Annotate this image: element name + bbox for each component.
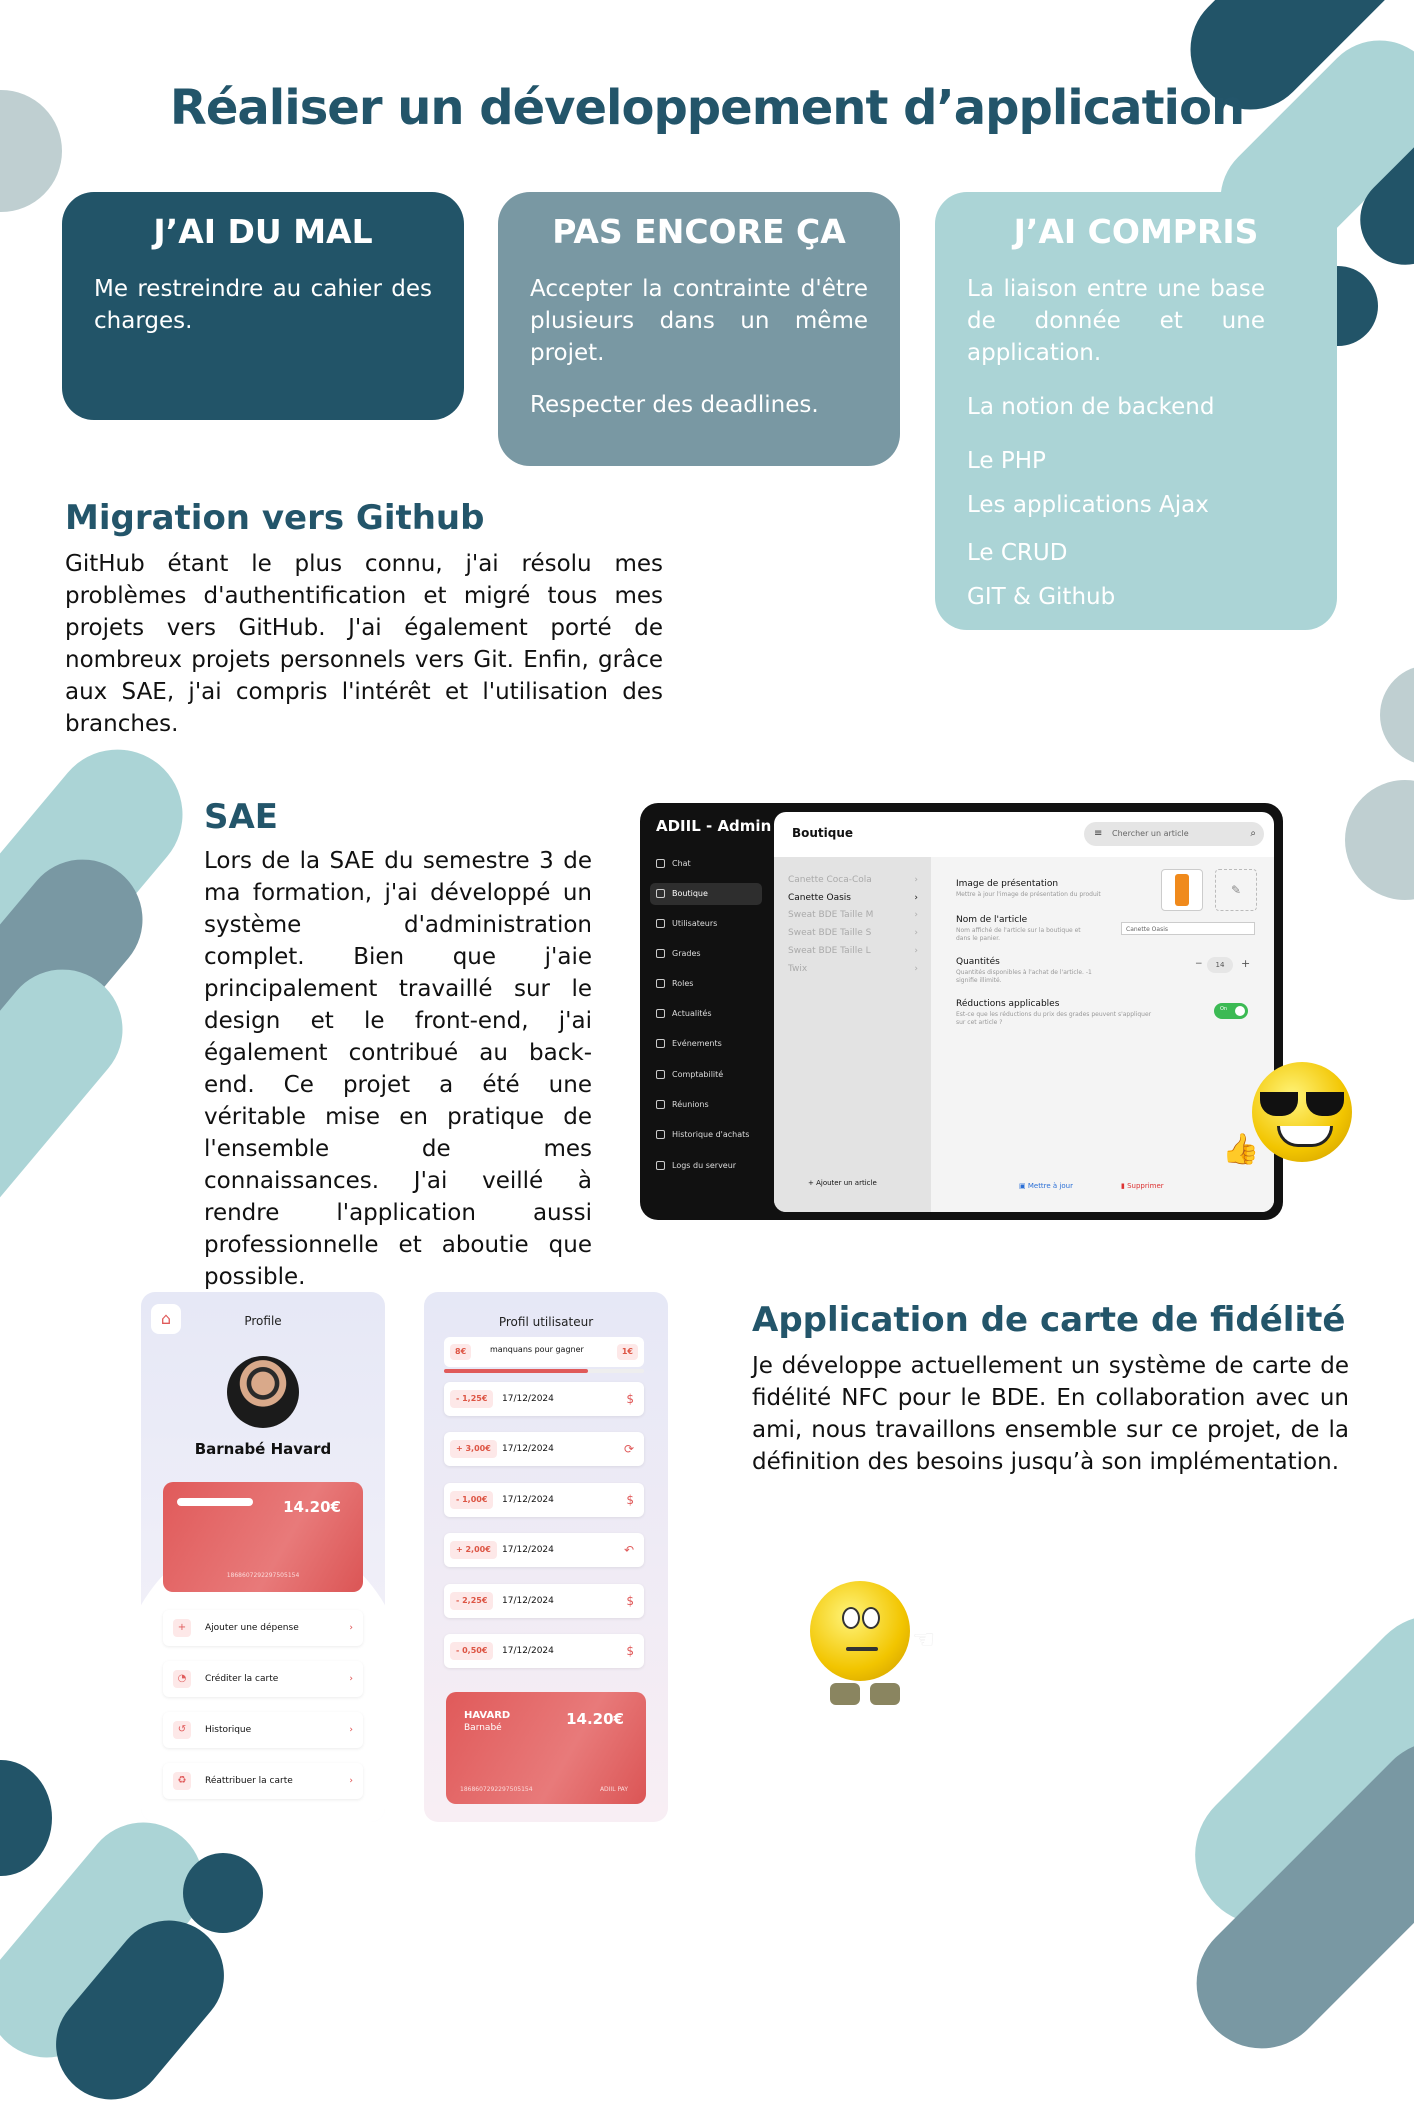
- sidebar-item-label: Réunions: [672, 1100, 709, 1109]
- card-chip: [177, 1498, 253, 1506]
- thinking-emoji-image: [790, 1575, 960, 1725]
- transaction-row[interactable]: [444, 1533, 644, 1567]
- card-understood-item: Le CRUD: [967, 540, 1068, 566]
- discount-label: Réductions applicables: [956, 999, 1060, 1009]
- emoji-face: [810, 1581, 910, 1681]
- add-article-button[interactable]: [808, 1179, 877, 1187]
- sidebar-item-chat[interactable]: [650, 853, 762, 875]
- name-label: Nom de l'article: [956, 915, 1028, 925]
- fidelity-section-title: Application de carte de fidélité: [752, 1300, 1346, 1340]
- history-icon: ↺: [173, 1721, 191, 1739]
- update-button[interactable]: [1019, 1182, 1073, 1190]
- sidebar-item-label: Utilisateurs: [672, 919, 718, 928]
- article-label: Canette Coca-Cola: [788, 875, 872, 885]
- transaction-amount: - 0,50€: [450, 1642, 493, 1660]
- user-profile-title: Profil utilisateur: [498, 1315, 594, 1329]
- sae-section-text: Lors de la SAE du semestre 3 de ma formation, j'ai développé un système d'administration complet. Bien que j'aie principalement travaillé sur le design et le front-end, j'ai également contribué au back-end. Ce projet a été une véritable mise en pratique de l'ensemble de mes connaissances. J'ai veillé à rendre l'application aussi professionnelle et aboutie que possible.: [204, 848, 592, 1290]
- transaction-row[interactable]: [444, 1634, 644, 1668]
- transaction-date: 17/12/2024: [502, 1394, 554, 1404]
- card-not-yet: [498, 192, 900, 466]
- card-understood-title: J’AI COMPRIS: [1013, 212, 1259, 251]
- card-understood-item: La liaison entre une base de donnée et une application.: [967, 276, 1265, 366]
- article-label: Canette Oasis: [788, 893, 851, 903]
- delete-button[interactable]: [1121, 1182, 1164, 1190]
- chevron-right-icon: ›: [914, 946, 918, 956]
- quantity-label: Quantités: [956, 957, 1000, 967]
- article-label: Sweat BDE Taille S: [788, 928, 872, 938]
- transaction-amount: + 2,00€: [450, 1541, 497, 1559]
- goal-right-badge: 1€: [617, 1344, 638, 1360]
- wallet-icon: ◔: [173, 1670, 191, 1688]
- sidebar-item-purchase-history[interactable]: [650, 1124, 762, 1146]
- card-not-yet-item: Respecter des deadlines.: [530, 392, 819, 418]
- chart-icon: [656, 1070, 665, 1079]
- decor-circle-mid-right-2: [1345, 780, 1414, 900]
- sidebar-item-label: Historique d'achats: [672, 1130, 750, 1139]
- user-profile-app-screenshot: [424, 1292, 668, 1822]
- article-label: Sweat BDE Taille M: [788, 910, 874, 920]
- dollar-icon: $: [626, 1594, 634, 1608]
- can-icon: [1175, 874, 1189, 906]
- sidebar-item-boutique[interactable]: [650, 883, 762, 905]
- sidebar-item-events[interactable]: [650, 1033, 762, 1055]
- article-list-item[interactable]: [788, 910, 918, 920]
- emoji-eye: [842, 1607, 860, 1629]
- transaction-date: 17/12/2024: [502, 1495, 554, 1505]
- card-holder-name: HAVARD: [464, 1710, 511, 1721]
- minus-icon[interactable]: −: [1195, 959, 1203, 969]
- quantity-sublabel: Quantités disponibles à l'achat de l'article. -1 signifie illimité.: [956, 969, 1092, 984]
- goal-text: manquans pour gagner: [490, 1345, 584, 1354]
- admin-app-screenshot: [640, 803, 1283, 1220]
- product-image: [1161, 869, 1203, 911]
- profile-card-balance: 14.20€: [283, 1498, 341, 1516]
- article-list-item[interactable]: [788, 875, 918, 885]
- news-icon: [656, 1009, 665, 1018]
- role-icon: [656, 979, 665, 988]
- github-section-text: GitHub étant le plus connu, j'ai résolu mes problèmes d'authentification et migré tous mes projets vers GitHub. J'ai également porté de nombreux projets personnels vers Git. Enfin, grâce aux SAE, j'ai compris l'intérêt et l'utilisation des branches.: [65, 551, 663, 737]
- action-label: Ajouter une dépense: [205, 1623, 299, 1633]
- sidebar-item-label: Comptabilité: [672, 1070, 724, 1079]
- chat-icon: [656, 859, 665, 868]
- chevron-right-icon: ›: [914, 910, 918, 920]
- plus-icon[interactable]: +: [1241, 957, 1251, 970]
- decor-circle-bottom-left: [0, 1760, 52, 1876]
- user-card-number: 1868607292297505154: [460, 1786, 533, 1793]
- save-icon: ▣: [1019, 1182, 1028, 1190]
- profile-card: [163, 1482, 363, 1592]
- action-label: Créditer la carte: [205, 1674, 279, 1684]
- card-struggle-item: Me restreindre au cahier des charges.: [94, 276, 432, 334]
- fidelity-section-text: Je développe actuellement un système de carte de fidélité NFC pour le BDE. En collaboration avec un ami, nous travaillons ensemble sur ce projet, de la définition des besoins jusqu’à son implémentation.: [752, 1353, 1349, 1475]
- receipt-icon: [656, 1130, 665, 1139]
- card-understood-item: La notion de backend: [967, 394, 1215, 420]
- discount-toggle[interactable]: [1214, 1003, 1248, 1019]
- dollar-icon: $: [626, 1493, 634, 1507]
- card-understood: [935, 192, 1337, 630]
- transaction-row[interactable]: [444, 1584, 644, 1618]
- article-list-item-selected[interactable]: [788, 893, 918, 903]
- transaction-row[interactable]: [444, 1432, 644, 1466]
- bag-icon: [656, 889, 665, 898]
- transaction-row[interactable]: [444, 1483, 644, 1517]
- refresh-icon: ⟳: [623, 1442, 634, 1456]
- article-list-item[interactable]: [788, 928, 918, 938]
- card-understood-item: GIT & Github: [967, 584, 1116, 610]
- card-brand: ADIIL PAY: [599, 1786, 628, 1793]
- sidebar-item-grades[interactable]: [650, 943, 762, 965]
- transaction-amount: + 3,00€: [450, 1440, 497, 1458]
- profile-card-number: 1868607292297505154: [226, 1572, 300, 1579]
- search-icon: ⌕: [1250, 828, 1256, 839]
- hand-icon: ☜: [912, 1625, 936, 1655]
- card-struggle-title: J’AI DU MAL: [153, 212, 373, 251]
- avatar: [227, 1356, 299, 1428]
- profile-app-screenshot: [141, 1292, 385, 1822]
- emoji-mouth: [846, 1647, 878, 1651]
- card-holder-firstname: Barnabé: [464, 1723, 502, 1733]
- sidebar-item-label: Roles: [672, 979, 694, 988]
- thumbs-up-icon: 👍: [1222, 1132, 1260, 1167]
- chevron-right-icon: ›: [914, 893, 918, 903]
- user-loyalty-card: [446, 1692, 646, 1804]
- event-icon: [656, 1039, 665, 1048]
- home-icon: ⌂: [160, 1309, 172, 1328]
- toggle-knob: [1235, 1006, 1245, 1016]
- article-label: Sweat BDE Taille L: [788, 946, 871, 956]
- article-search-input[interactable]: [1084, 822, 1264, 846]
- sidebar-item-accounting[interactable]: [650, 1064, 762, 1086]
- sidebar-item-label: Boutique: [672, 889, 708, 898]
- add-expense-button[interactable]: [163, 1610, 363, 1646]
- quantity-value: 14: [1207, 957, 1233, 973]
- goal-left-badge: 8€: [450, 1344, 471, 1360]
- admin-app-title: ADIIL - Admin: [656, 817, 772, 835]
- transaction-amount: - 2,25€: [450, 1592, 493, 1610]
- sidebar-item-users[interactable]: [650, 913, 762, 935]
- recycle-icon: ♻: [173, 1772, 191, 1790]
- reward-progress-fill: [444, 1369, 588, 1373]
- edit-image-button[interactable]: [1215, 869, 1257, 911]
- terminal-icon: [656, 1161, 665, 1170]
- image-label: Image de présentation: [956, 879, 1059, 889]
- shoe-icon: [870, 1683, 900, 1705]
- users-icon: [656, 919, 665, 928]
- grade-icon: [656, 949, 665, 958]
- reward-goal: [444, 1337, 644, 1367]
- toggle-label: On: [1220, 1006, 1228, 1012]
- update-label: Mettre à jour: [1027, 1182, 1073, 1190]
- card-not-yet-title: PAS ENCORE ÇA: [552, 212, 846, 251]
- add-article-label: Ajouter un article: [816, 1179, 877, 1187]
- chevron-right-icon: ›: [349, 1725, 353, 1735]
- trash-icon: ▮: [1121, 1182, 1128, 1190]
- sidebar-item-server-logs[interactable]: [650, 1155, 762, 1177]
- sidebar-item-roles[interactable]: [650, 973, 762, 995]
- name-sublabel: Nom affiché de l'article sur la boutique et dans le panier.: [956, 927, 1081, 942]
- sae-section-title: SAE: [204, 797, 279, 837]
- admin-panel-title: Boutique: [792, 826, 854, 840]
- decor-circle-bottom: [183, 1853, 263, 1933]
- decor-circle-mid-right-1: [1380, 665, 1414, 765]
- chevron-right-icon: ›: [349, 1674, 353, 1684]
- card-not-yet-item: Accepter la contrainte d'être plusieurs dans un même projet.: [530, 276, 868, 366]
- sidebar-item-label: Evénements: [672, 1039, 722, 1048]
- transaction-date: 17/12/2024: [502, 1444, 554, 1454]
- plus-icon: +: [173, 1619, 191, 1637]
- sidebar-item-label: Chat: [672, 859, 691, 868]
- transaction-date: 17/12/2024: [502, 1596, 554, 1606]
- sunglasses-emoji-image: [1222, 1062, 1372, 1172]
- reassign-card-button[interactable]: [163, 1763, 363, 1799]
- credit-card-button[interactable]: [163, 1661, 363, 1697]
- article-label: Twix: [788, 964, 808, 974]
- sidebar-item-label: Grades: [672, 949, 701, 958]
- chevron-right-icon: ›: [349, 1623, 353, 1633]
- discount-sublabel: Est-ce que les réductions du prix des grades peuvent s'appliquer sur cet article ?: [956, 1011, 1152, 1026]
- sunglasses: [1260, 1092, 1344, 1116]
- reward-progress-bar: [444, 1369, 644, 1373]
- sidebar-item-meetings[interactable]: [650, 1094, 762, 1116]
- chevron-right-icon: ›: [914, 875, 918, 885]
- sidebar-item-news[interactable]: [650, 1003, 762, 1025]
- chevron-right-icon: ›: [349, 1776, 353, 1786]
- shoe-icon: [830, 1683, 860, 1705]
- article-name-input[interactable]: Canette Oasis: [1121, 922, 1255, 935]
- pencil-icon: ✎: [1230, 883, 1242, 897]
- emoji-eye: [862, 1607, 880, 1629]
- transaction-amount: - 1,25€: [450, 1390, 493, 1408]
- article-list-item[interactable]: [788, 946, 918, 956]
- decor-pill-left-3: [0, 945, 147, 1275]
- search-placeholder: Chercher un article: [1112, 829, 1189, 838]
- chevron-right-icon: ›: [914, 964, 918, 974]
- card-understood-item: Le PHP: [967, 448, 1046, 474]
- action-label: Historique: [205, 1725, 252, 1735]
- plus-icon: +: [808, 1179, 817, 1187]
- admin-main-panel: [774, 812, 1274, 1212]
- page-title: Réaliser un développement d’application: [169, 80, 1245, 136]
- transaction-amount: - 1,00€: [450, 1491, 493, 1509]
- delete-label: Supprimer: [1127, 1182, 1164, 1190]
- user-card-balance: 14.20€: [566, 1710, 624, 1728]
- undo-icon: ↶: [623, 1543, 634, 1557]
- transaction-date: 17/12/2024: [502, 1646, 554, 1656]
- sidebar-item-label: Logs du serveur: [672, 1161, 737, 1170]
- article-list-item[interactable]: [788, 964, 918, 974]
- card-struggle: [62, 192, 464, 420]
- transaction-date: 17/12/2024: [502, 1545, 554, 1555]
- image-sublabel: Mettre à jour l'image de présentation du produit: [956, 891, 1101, 898]
- sidebar-item-label: Actualités: [672, 1009, 712, 1018]
- dollar-icon: $: [626, 1392, 634, 1406]
- card-understood-item: Les applications Ajax: [967, 492, 1209, 518]
- chevron-right-icon: ›: [914, 928, 918, 938]
- profile-title: Profile: [244, 1314, 282, 1328]
- history-button[interactable]: [163, 1712, 363, 1748]
- menu-icon: ≡: [1094, 828, 1103, 839]
- article-list: [774, 857, 931, 1212]
- briefcase-icon: [656, 1100, 665, 1109]
- github-section-title: Migration vers Github: [65, 498, 485, 538]
- quantity-stepper[interactable]: [1195, 957, 1255, 973]
- profile-name: Barnabé Havard: [194, 1440, 332, 1458]
- transaction-row[interactable]: [444, 1382, 644, 1416]
- action-label: Réattribuer la carte: [205, 1776, 293, 1786]
- dollar-icon: $: [626, 1644, 634, 1658]
